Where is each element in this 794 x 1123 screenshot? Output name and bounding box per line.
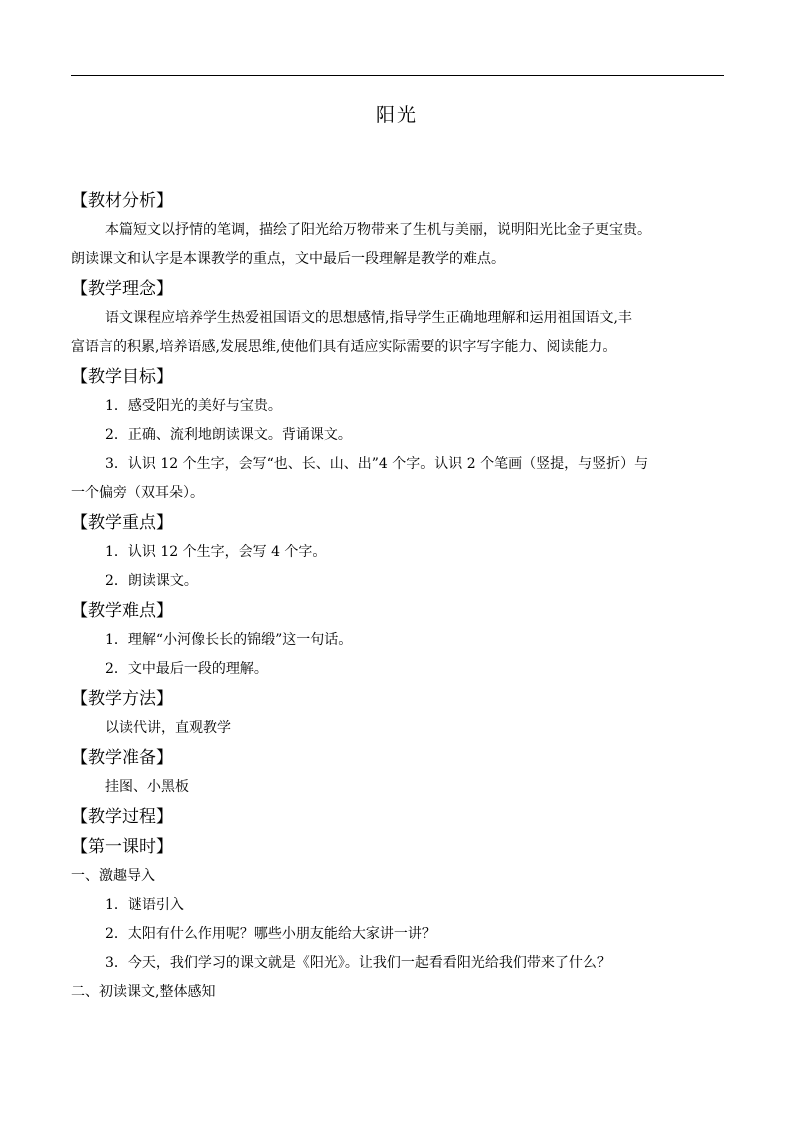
- goal-item-2: 2．正确、流利地朗读课文。背诵课文。: [105, 427, 352, 443]
- philosophy-line-1: 语文课程应培养学生热爱祖国语文的思想感情,指导学生正确地理解和运用祖国语文,丰: [105, 310, 632, 326]
- page-title: 阳光: [375, 104, 418, 126]
- lesson-part-1-item-2: 2．太阳有什么作用呢？哪些小朋友能给大家讲一讲？: [105, 926, 436, 942]
- goal-item-3: 3．认识 12 个生字，会写“也、长、山、出”4 个字。认识 2 个笔画（竖提，与竖折）与: [105, 456, 649, 472]
- section-heading-philosophy: 【教学理念】: [71, 279, 173, 299]
- preparation-text: 挂图、小黑板: [105, 779, 189, 795]
- analysis-line-1: 本篇短文以抒情的笔调，描绘了阳光给万物带来了生机与美丽，说明阳光比金子更宝贵。: [105, 222, 651, 238]
- goal-item-3-continued: 一个偏旁（双耳朵）。: [71, 485, 204, 501]
- section-heading-methods: 【教学方法】: [71, 689, 173, 709]
- methods-text: 以读代讲，直观教学: [105, 720, 231, 736]
- section-heading-analysis: 【教材分析】: [71, 191, 173, 211]
- section-heading-preparation: 【教学准备】: [71, 748, 173, 768]
- difficulty-item-2: 2．文中最后一段的理解。: [105, 661, 268, 677]
- document-body: [71, 186, 724, 1007]
- key-point-item-1: 1．认识 12 个生字，会写 4 个字。: [105, 544, 327, 560]
- header-rule: [71, 75, 724, 76]
- section-heading-goals: 【教学目标】: [71, 367, 173, 387]
- difficulty-item-1: 1．理解“小河像长长的锦缎”这一句话。: [105, 632, 353, 648]
- section-heading-process: 【教学过程】: [71, 807, 173, 827]
- key-point-item-2: 2．朗读课文。: [105, 573, 198, 589]
- analysis-line-2: 朗读课文和认字是本课教学的重点，文中最后一段理解是教学的难点。: [71, 251, 505, 267]
- goal-item-1: 1．感受阳光的美好与宝贵。: [105, 398, 282, 414]
- section-heading-lesson-1: 【第一课时】: [71, 837, 173, 857]
- lesson-part-1-item-3: 3．今天，我们学习的课文就是《阳光》。让我们一起看看阳光给我们带来了什么？: [105, 955, 611, 971]
- section-heading-key-points: 【教学重点】: [71, 513, 173, 533]
- philosophy-line-2: 富语言的积累,培养语感,发展思维,使他们具有适应实际需要的识字写字能力、阅读能力。: [71, 339, 617, 355]
- section-heading-difficulties: 【教学难点】: [71, 601, 173, 621]
- lesson-part-2-title: 二、初读课文,整体感知: [71, 984, 216, 1000]
- lesson-part-1-title: 一、激趣导入: [71, 868, 155, 884]
- lesson-part-1-item-1: 1．谜语引入: [105, 897, 184, 913]
